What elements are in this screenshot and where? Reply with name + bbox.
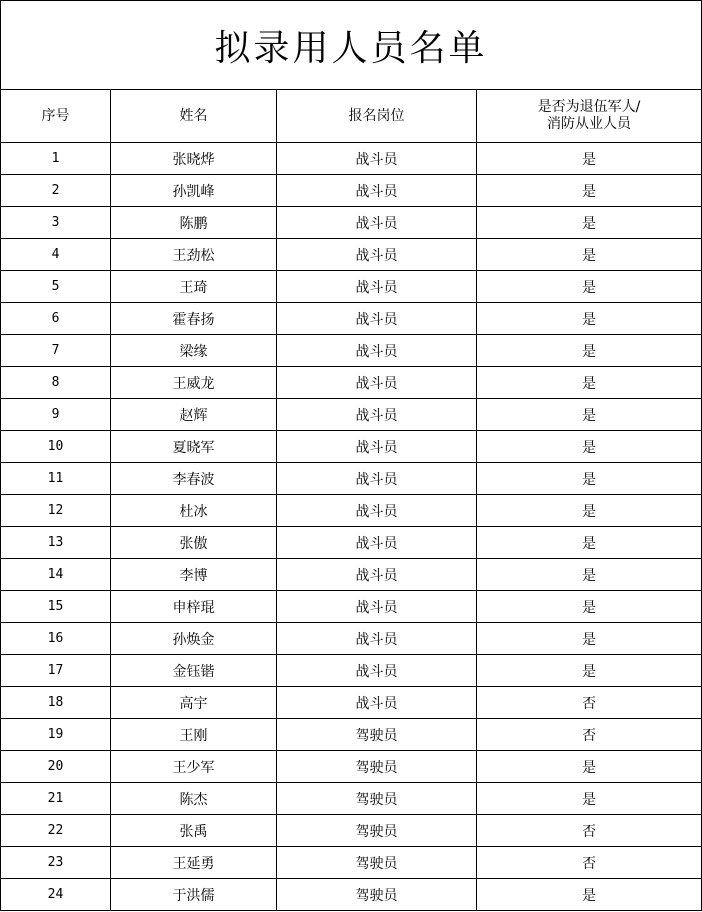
cell-index: 14 xyxy=(1,559,111,591)
cell-index: 4 xyxy=(1,239,111,271)
table-row xyxy=(1,335,702,367)
cell-name: 梁缘 xyxy=(111,335,277,367)
cell-veteran: 是 xyxy=(477,143,702,175)
column-header-index: 序号 xyxy=(1,90,111,143)
cell-name: 孙凯峰 xyxy=(111,175,277,207)
cell-position: 战斗员 xyxy=(277,463,477,495)
table-row xyxy=(1,751,702,783)
cell-position: 战斗员 xyxy=(277,335,477,367)
cell-veteran: 是 xyxy=(477,271,702,303)
cell-name: 高宇 xyxy=(111,687,277,719)
cell-position: 战斗员 xyxy=(277,623,477,655)
cell-veteran: 是 xyxy=(477,175,702,207)
cell-name: 王琦 xyxy=(111,271,277,303)
table-row xyxy=(1,207,702,239)
table-row xyxy=(1,527,702,559)
table-row xyxy=(1,879,702,911)
cell-position: 战斗员 xyxy=(277,175,477,207)
column-header-veteran-line1: 是否为退伍军人/ xyxy=(537,99,641,115)
cell-index: 1 xyxy=(1,143,111,175)
cell-name: 张禹 xyxy=(111,815,277,847)
cell-veteran: 否 xyxy=(477,687,702,719)
cell-index: 18 xyxy=(1,687,111,719)
cell-veteran: 是 xyxy=(477,399,702,431)
cell-veteran: 是 xyxy=(477,783,702,815)
cell-position: 驾驶员 xyxy=(277,847,477,879)
cell-position: 战斗员 xyxy=(277,399,477,431)
cell-veteran: 是 xyxy=(477,367,702,399)
table-row xyxy=(1,719,702,751)
cell-veteran: 是 xyxy=(477,655,702,687)
column-header-veteran xyxy=(477,90,702,143)
cell-index: 8 xyxy=(1,367,111,399)
cell-veteran: 是 xyxy=(477,527,702,559)
cell-veteran: 否 xyxy=(477,847,702,879)
cell-name: 陈杰 xyxy=(111,783,277,815)
table-row xyxy=(1,431,702,463)
cell-veteran: 是 xyxy=(477,463,702,495)
table-row xyxy=(1,847,702,879)
table-row xyxy=(1,623,702,655)
cell-name: 李春波 xyxy=(111,463,277,495)
cell-index: 7 xyxy=(1,335,111,367)
cell-position: 战斗员 xyxy=(277,239,477,271)
cell-name: 李博 xyxy=(111,559,277,591)
cell-position: 战斗员 xyxy=(277,655,477,687)
cell-position: 战斗员 xyxy=(277,303,477,335)
cell-position: 战斗员 xyxy=(277,687,477,719)
cell-veteran: 是 xyxy=(477,559,702,591)
cell-position: 驾驶员 xyxy=(277,879,477,911)
cell-veteran: 是 xyxy=(477,879,702,911)
header-row xyxy=(1,90,702,143)
cell-position: 战斗员 xyxy=(277,367,477,399)
cell-name: 王劲松 xyxy=(111,239,277,271)
cell-name: 夏晓军 xyxy=(111,431,277,463)
cell-position: 驾驶员 xyxy=(277,719,477,751)
column-header-position: 报名岗位 xyxy=(277,90,477,143)
table-row xyxy=(1,143,702,175)
cell-position: 驾驶员 xyxy=(277,783,477,815)
column-header-veteran-line2: 消防从业人员 xyxy=(547,116,631,132)
table-row xyxy=(1,815,702,847)
column-header-name: 姓名 xyxy=(111,90,277,143)
cell-index: 10 xyxy=(1,431,111,463)
cell-name: 陈鹏 xyxy=(111,207,277,239)
table-row xyxy=(1,303,702,335)
cell-index: 9 xyxy=(1,399,111,431)
cell-position: 驾驶员 xyxy=(277,815,477,847)
cell-index: 19 xyxy=(1,719,111,751)
cell-name: 王延勇 xyxy=(111,847,277,879)
cell-index: 12 xyxy=(1,495,111,527)
cell-veteran: 是 xyxy=(477,591,702,623)
cell-veteran: 是 xyxy=(477,623,702,655)
cell-index: 15 xyxy=(1,591,111,623)
column-header-veteran-text xyxy=(538,99,641,133)
cell-name: 王威龙 xyxy=(111,367,277,399)
cell-veteran: 是 xyxy=(477,495,702,527)
cell-position: 战斗员 xyxy=(277,431,477,463)
cell-position: 战斗员 xyxy=(277,271,477,303)
table-row xyxy=(1,399,702,431)
cell-name: 申梓琨 xyxy=(111,591,277,623)
table-row xyxy=(1,559,702,591)
cell-index: 11 xyxy=(1,463,111,495)
cell-index: 5 xyxy=(1,271,111,303)
cell-name: 张傲 xyxy=(111,527,277,559)
cell-position: 战斗员 xyxy=(277,143,477,175)
cell-veteran: 是 xyxy=(477,751,702,783)
cell-index: 3 xyxy=(1,207,111,239)
cell-veteran: 是 xyxy=(477,239,702,271)
table-row xyxy=(1,463,702,495)
table-row xyxy=(1,175,702,207)
cell-index: 16 xyxy=(1,623,111,655)
cell-position: 战斗员 xyxy=(277,207,477,239)
table-row xyxy=(1,495,702,527)
cell-index: 2 xyxy=(1,175,111,207)
cell-position: 战斗员 xyxy=(277,559,477,591)
cell-position: 战斗员 xyxy=(277,495,477,527)
cell-veteran: 是 xyxy=(477,335,702,367)
table-row xyxy=(1,591,702,623)
cell-name: 王刚 xyxy=(111,719,277,751)
cell-veteran: 是 xyxy=(477,207,702,239)
table-row xyxy=(1,655,702,687)
cell-name: 杜冰 xyxy=(111,495,277,527)
cell-index: 13 xyxy=(1,527,111,559)
cell-veteran: 否 xyxy=(477,719,702,751)
cell-veteran: 是 xyxy=(477,303,702,335)
cell-index: 24 xyxy=(1,879,111,911)
cell-position: 战斗员 xyxy=(277,591,477,623)
cell-name: 王少军 xyxy=(111,751,277,783)
table-row xyxy=(1,239,702,271)
cell-index: 21 xyxy=(1,783,111,815)
title-row xyxy=(1,1,702,90)
cell-index: 20 xyxy=(1,751,111,783)
cell-index: 6 xyxy=(1,303,111,335)
cell-name: 金钰锴 xyxy=(111,655,277,687)
cell-veteran: 是 xyxy=(477,431,702,463)
cell-index: 22 xyxy=(1,815,111,847)
cell-name: 赵辉 xyxy=(111,399,277,431)
cell-index: 23 xyxy=(1,847,111,879)
cell-name: 张晓烨 xyxy=(111,143,277,175)
cell-position: 驾驶员 xyxy=(277,751,477,783)
table-row xyxy=(1,367,702,399)
cell-name: 于洪儒 xyxy=(111,879,277,911)
cell-veteran: 否 xyxy=(477,815,702,847)
page-title: 拟录用人员名单 xyxy=(1,1,702,90)
cell-index: 17 xyxy=(1,655,111,687)
table-row xyxy=(1,783,702,815)
table-row xyxy=(1,687,702,719)
cell-name: 孙焕金 xyxy=(111,623,277,655)
cell-position: 战斗员 xyxy=(277,527,477,559)
cell-name: 霍春扬 xyxy=(111,303,277,335)
table-row xyxy=(1,271,702,303)
